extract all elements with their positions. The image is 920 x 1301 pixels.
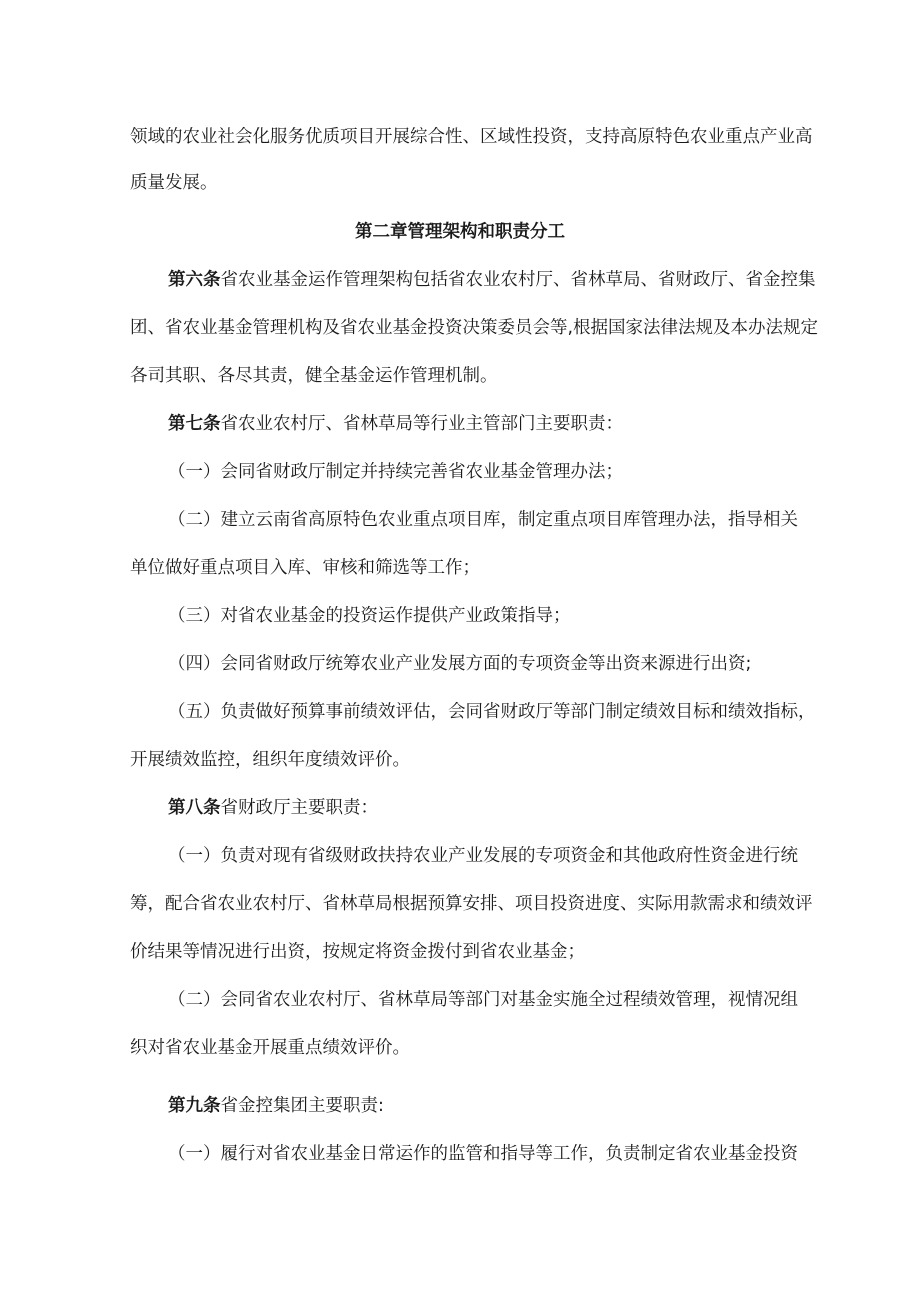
paragraph-line: 团、省农业基金管理机构及省农业基金投资决策委员会等,根据国家法律法规及本办法规定 [130,318,819,338]
paragraph-line: 各司其职、各尽其责，健全基金运作管理机制。 [130,366,498,386]
paragraph-line: 开展绩效监控，组织年度绩效评价。 [130,750,410,770]
paragraph-line: 价结果等情况进行出资，按规定将资金拨付到省农业基金； [130,942,585,962]
list-item: （一）会同省财政厅制定并持续完善省农业基金管理办法； [168,462,623,482]
article-8-text: 省财政厅主要职责： [220,798,378,818]
article-9-text: 省金控集团主要职责: [220,1096,384,1116]
paragraph-line: 织对省农业基金开展重点绩效评价。 [130,1038,410,1058]
list-item: （一）负责对现有省级财政扶持农业产业发展的专项资金和其他政府性资金进行统 [168,846,798,866]
article-6-label: 第六条 [168,270,221,290]
paragraph-line: 质量发展。 [130,173,218,193]
chapter-title: 第二章管理架构和职责分工 [355,222,565,242]
article-9-label: 第九条 [168,1096,221,1116]
article-7-label: 第七条 [168,414,221,434]
list-item: （四）会同省财政厅统筹农业产业发展方面的专项资金等出资来源进行出资; [168,654,752,674]
article-9-line [168,1094,384,1118]
article-6-line [168,268,816,292]
article-7-line [168,412,623,436]
paragraph-line: 领域的农业社会化服务优质项目开展综合性、区域性投资，支持高原特色农业重点产业高 [130,127,813,147]
list-item: （五）负责做好预算事前绩效评估，会同省财政厅等部门制定绩效目标和绩效指标， [168,702,816,722]
article-8-line [168,796,378,820]
paragraph-line: 单位做好重点项目入库、审核和筛选等工作； [130,558,480,578]
list-item: （一）履行对省农业基金日常运作的监管和指导等工作，负责制定省农业基金投资 [168,1144,798,1164]
list-item: （二）建立云南省高原特色农业重点项目库，制定重点项目库管理办法，指导相关 [168,510,798,530]
article-7-text: 省农业农村厅、省林草局等行业主管部门主要职责： [220,414,623,434]
article-8-label: 第八条 [168,798,221,818]
list-item: （二）会同省农业农村厅、省林草局等部门对基金实施全过程绩效管理，视情况组 [168,990,798,1010]
paragraph-line: 筹，配合省农业农村厅、省林草局根据预算安排、项目投资进度、实际用款需求和绩效评 [130,894,813,914]
list-item: （三）对省农业基金的投资运作提供产业政策指导； [168,606,571,626]
article-6-text: 省农业基金运作管理架构包括省农业农村厅、省林草局、省财政厅、省金控集 [220,270,816,290]
